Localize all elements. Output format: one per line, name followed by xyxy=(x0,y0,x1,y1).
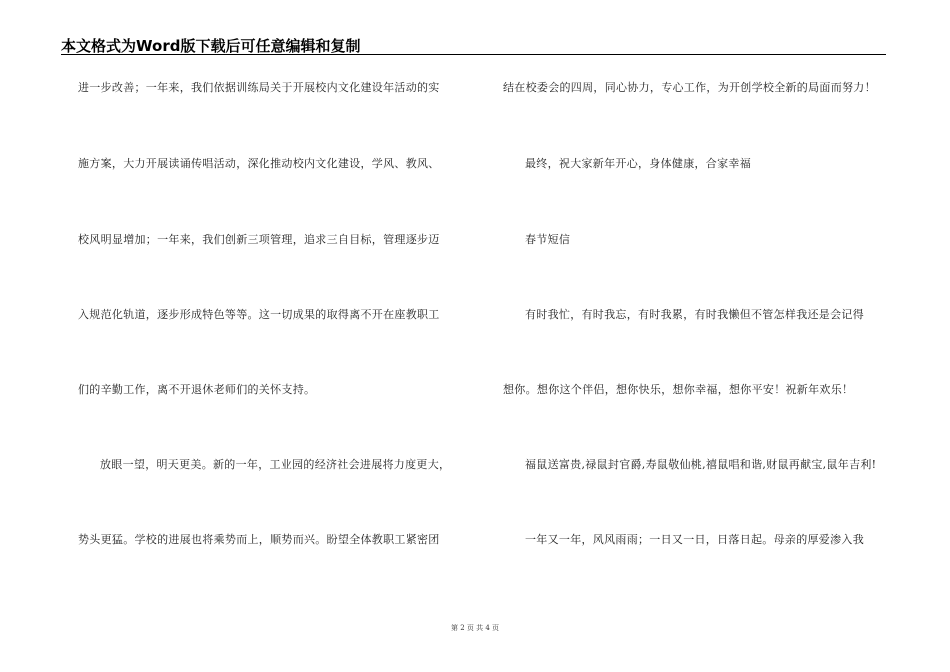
left-line-1: 进一步改善；一年来，我们依据训练局关于开展校内文化建设年活动的实 xyxy=(78,81,440,94)
right-line-3: 春节短信 xyxy=(525,233,571,246)
right-line-2: 最终，祝大家新年开心，身体健康，合家幸福 xyxy=(525,157,751,170)
left-line-6: 放眼一望，明天更美。新的一年，工业园的经济社会进展将力度更大， xyxy=(100,458,451,471)
right-line-5: 想你。想你这个伴侣，想你快乐，想你幸福，想你平安！祝新年欢乐！ xyxy=(503,383,854,396)
right-line-6: 福鼠送富贵,禄鼠封官爵,寿鼠敬仙桃,禧鼠唱和谐,财鼠再献宝,鼠年吉利! xyxy=(525,458,877,471)
left-line-3: 校风明显增加；一年来，我们创新三项管理，追求三自目标，管理逐步迈 xyxy=(78,233,440,246)
header-divider xyxy=(61,54,886,55)
right-line-4: 有时我忙，有时我忘，有时我累，有时我懒但不管怎样我还是会记得 xyxy=(525,308,864,321)
document-header-title: 本文格式为Word版下载后可任意编辑和复制 xyxy=(61,37,361,55)
page-number-footer: 第 2 页 共 4 页 xyxy=(450,624,500,632)
right-line-7: 一年又一年，风风雨雨；一日又一日，日落日起。母亲的厚爱渗入我 xyxy=(525,533,864,546)
right-line-1: 结在校委会的四周，同心协力，专心工作，为开创学校全新的局面而努力！ xyxy=(503,81,876,94)
left-line-7: 势头更猛。学校的进展也将乘势而上，顺势而兴。盼望全体教职工紧密团 xyxy=(78,533,440,546)
left-line-2: 施方案，大力开展读诵传唱活动，深化推动校内文化建设，学风、教风、 xyxy=(78,157,440,170)
left-line-5: 们的辛勤工作，离不开退休老师们的关怀支持。 xyxy=(78,383,316,396)
left-line-4: 入规范化轨道，逐步形成特色等等。这一切成果的取得离不开在座教职工 xyxy=(78,308,440,321)
